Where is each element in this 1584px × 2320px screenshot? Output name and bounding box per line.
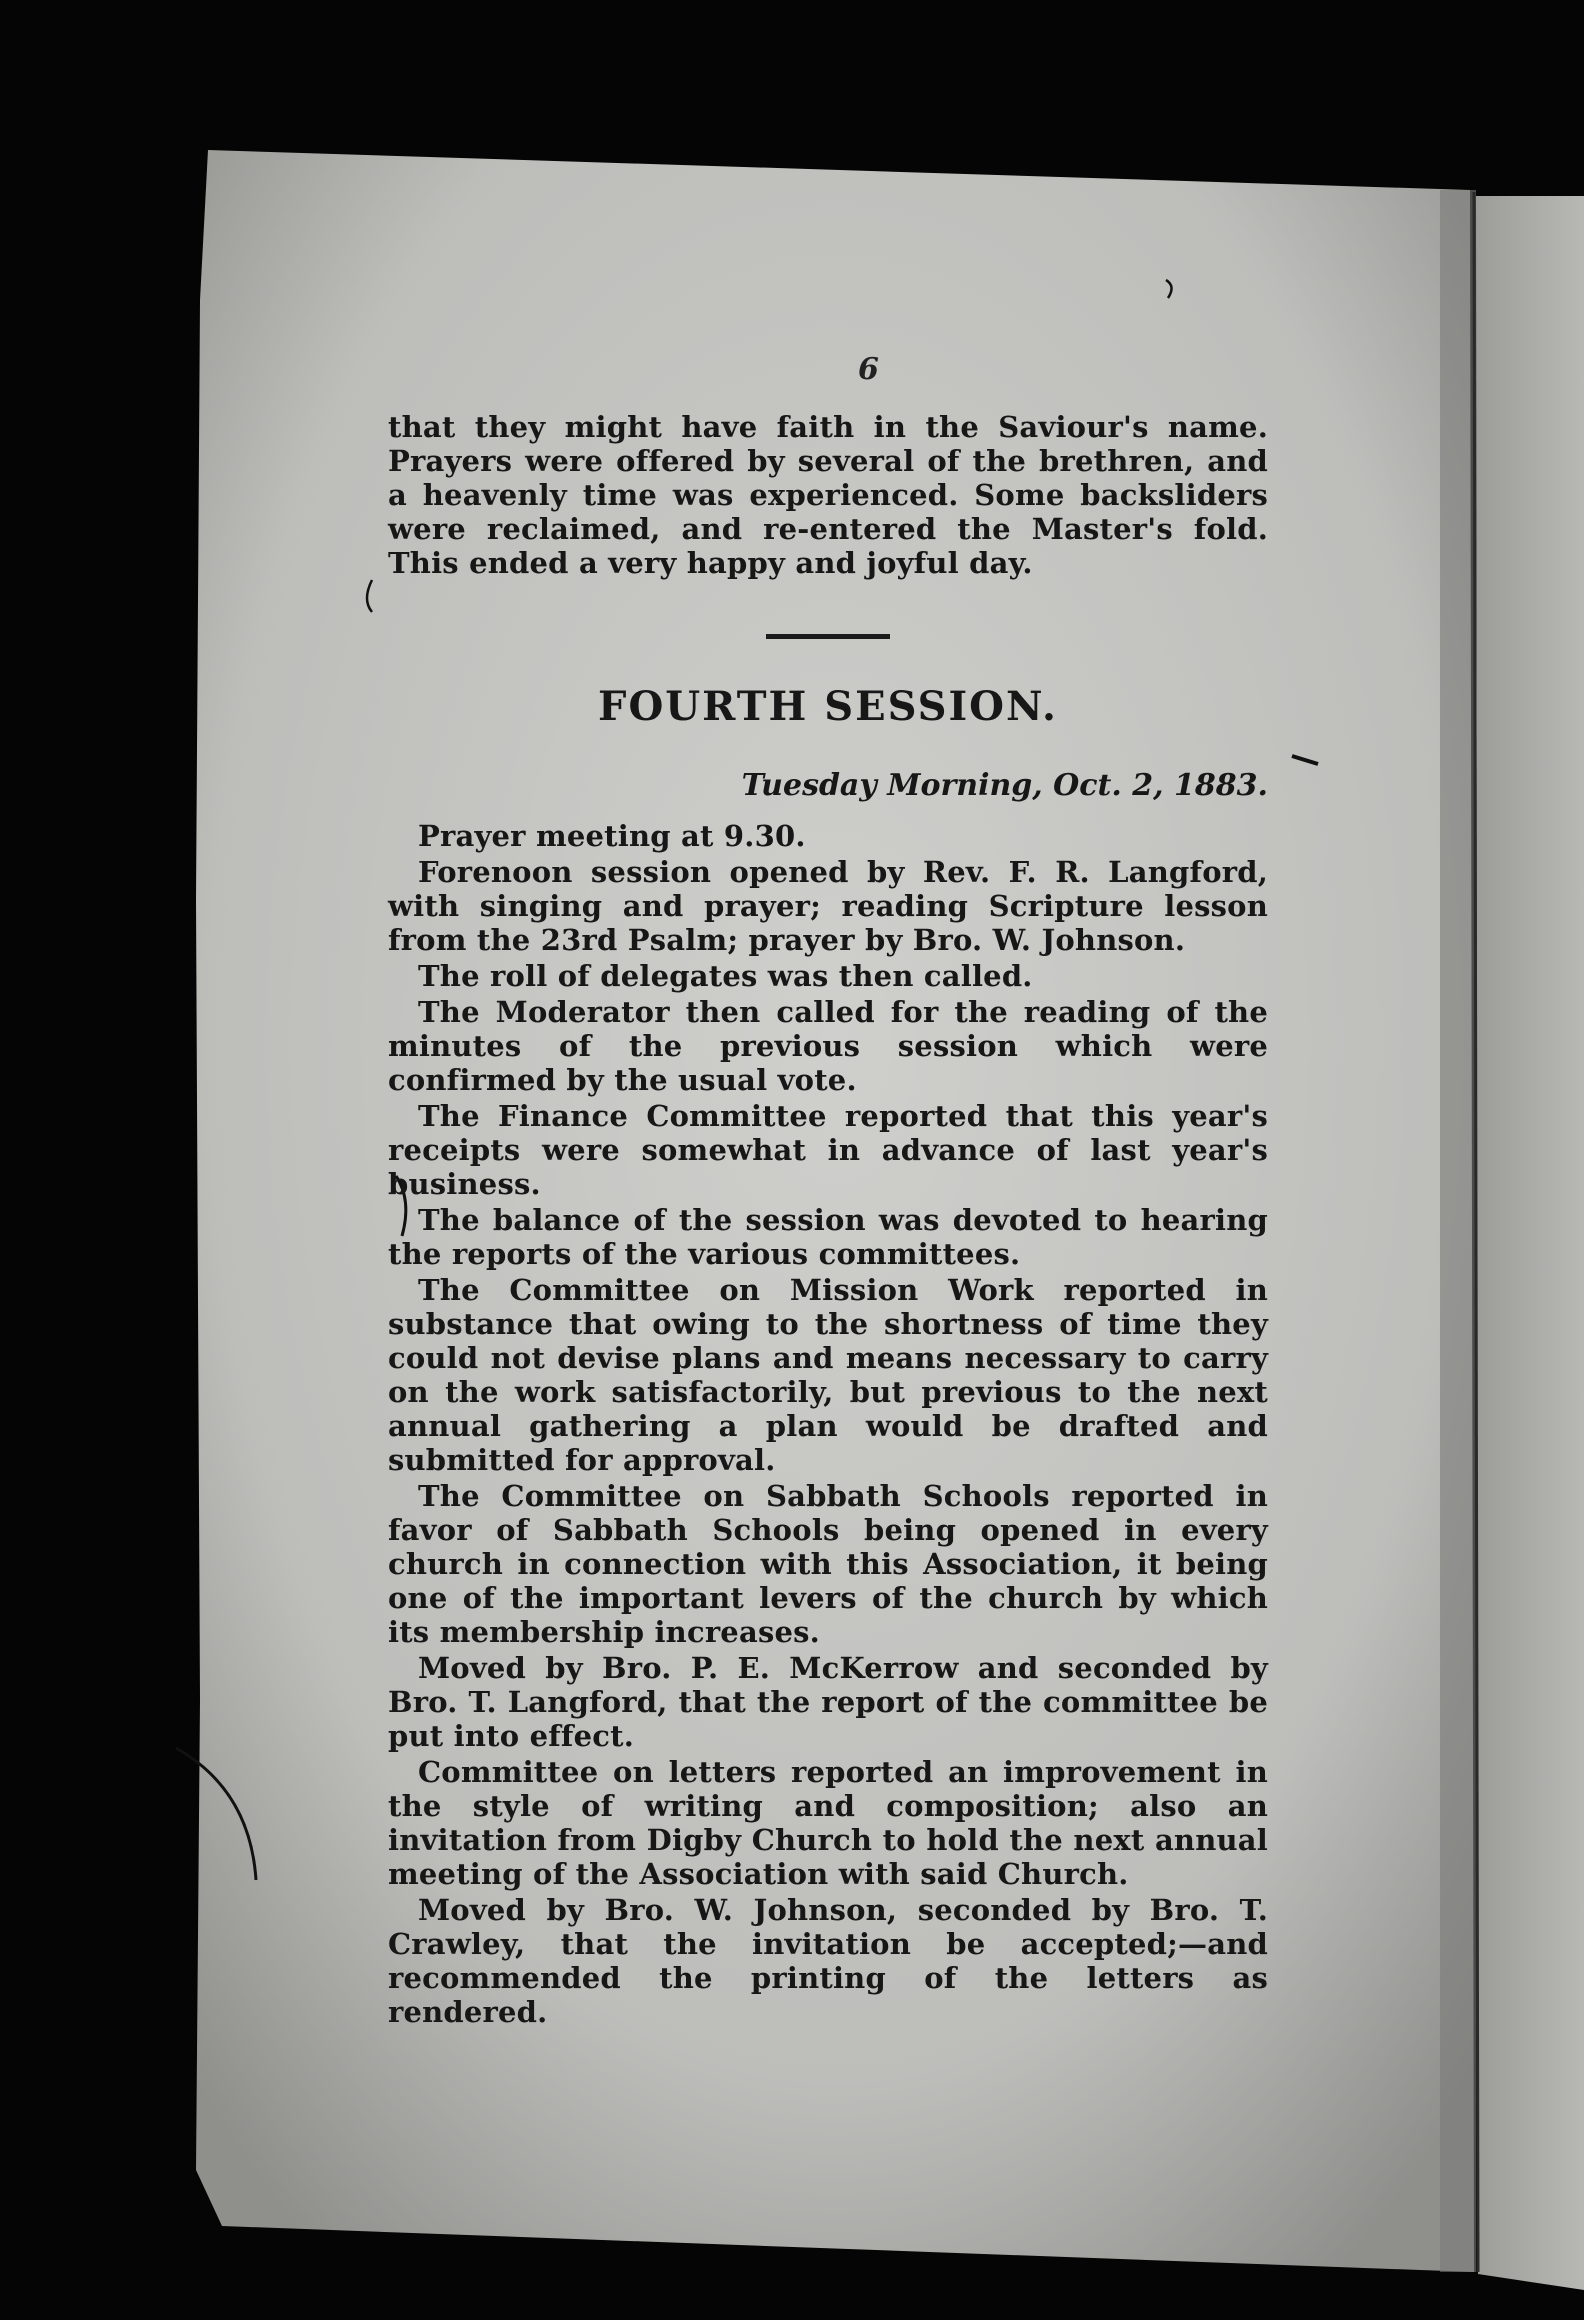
page-body bbox=[388, 360, 1268, 2029]
paragraph-mckerrow-motion: Moved by Bro. P. E. McKerrow and seconded by Bro. T. Langford, that the report of the committee be put into effect. bbox=[388, 1651, 1268, 1753]
paragraph-sabbath-schools: The Committee on Sabbath Schools reported in favor of Sabbath Schools being opened in every church in connection with this Association, it being one of the important levers of the church by which its membership increases. bbox=[388, 1479, 1268, 1649]
page-number: 6 bbox=[858, 352, 879, 387]
right-page bbox=[1476, 196, 1584, 2290]
page-fold-shadow bbox=[1440, 190, 1476, 2272]
paragraph-committee-reports: The balance of the session was devoted to hearing the reports of the various committees. bbox=[388, 1203, 1268, 1271]
paragraph-forenoon-session: Forenoon session opened by Rev. F. R. Langford, with singing and prayer; reading Scripture lesson from the 23rd Psalm; prayer by Bro. W. Johnson. bbox=[388, 855, 1268, 957]
paragraph-prayer-meeting: Prayer meeting at 9.30. bbox=[418, 819, 806, 853]
paragraph-johnson-motion: Moved by Bro. W. Johnson, seconded by Bro. T. Crawley, that the invitation be accepted;—and recommended the printing of the letters as rendered. bbox=[388, 1893, 1268, 2029]
paragraph-minutes: The Moderator then called for the reading of the minutes of the previous session which were confirmed by the usual vote. bbox=[388, 995, 1268, 1097]
paragraph-finance-committee: The Finance Committee reported that this year's receipts were somewhat in advance of last year's business. bbox=[388, 1099, 1268, 1201]
section-rule bbox=[766, 634, 890, 639]
opening-paragraph: that they might have faith in the Saviour's name. Prayers were offered by several of the brethren, and a heavenly time was experienced. Some backsliders were reclaimed, and re-entered the Master's fold. This ended a very happy and joyful day. bbox=[388, 410, 1268, 580]
paragraph-committee-letters: Committee on letters reported an improvement in the style of writing and composition; also an invitation from Digby Church to hold the next annual meeting of the Association with said Church. bbox=[388, 1755, 1268, 1891]
paragraph-roll-call: The roll of delegates was then called. bbox=[418, 959, 1033, 993]
session-dateline: Tuesday Morning, Oct. 2, 1883. bbox=[741, 768, 1268, 803]
session-heading: FOURTH SESSION. bbox=[598, 683, 1058, 730]
paragraph-mission-work: The Committee on Mission Work reported in substance that owing to the shortness of time they could not devise plans and means necessary to carry on the work satisfactorily, but previous to the next annual gathering a plan would be drafted and submitted for approval. bbox=[388, 1273, 1268, 1477]
